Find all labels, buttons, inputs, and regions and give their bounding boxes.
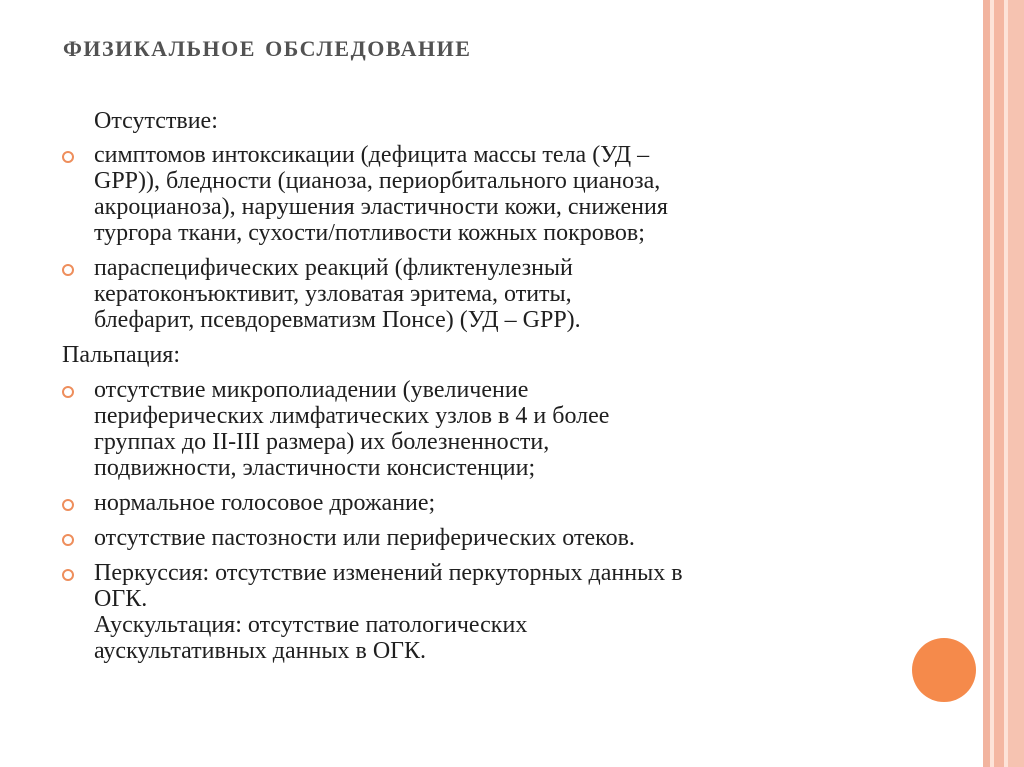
text-line: кератоконъюктивит, узловатая эритема, отиты,: [94, 281, 572, 307]
text-line: аускультативных данных в ОГК.: [94, 638, 427, 664]
ring-bullet-icon: [62, 386, 74, 398]
decorative-stripe: [1008, 0, 1024, 767]
list-item: [62, 142, 902, 246]
section-heading-palpation: Пальпация:: [62, 342, 181, 368]
slide-title: физикальное обследование: [63, 28, 472, 63]
text-line: отсутствие пастозности или периферических отеков.: [94, 525, 635, 551]
ring-bullet-icon: [62, 534, 74, 546]
text-line: Аускультация: отсутствие патологических: [94, 612, 528, 638]
slide-body: [62, 108, 902, 664]
decorative-stripe: [983, 0, 990, 767]
text-line: акроцианоза), нарушения эластичности кожи, снижения: [94, 194, 668, 220]
ring-bullet-icon: [62, 499, 74, 511]
list-item: [62, 490, 902, 516]
text-line: симптомов интоксикации (дефицита массы тела (УД –: [94, 142, 650, 168]
list-item: [62, 255, 902, 333]
text-line: группах до II-III размера) их болезненности,: [94, 429, 550, 455]
decorative-stripe: [994, 0, 1004, 767]
text-line: подвижности, эластичности консистенции;: [94, 455, 536, 481]
list-item: [62, 560, 902, 664]
decorative-circle: [912, 638, 976, 702]
text-line: тургора ткани, сухости/потливости кожных покровов;: [94, 220, 645, 246]
text-line: отсутствие микрополиадении (увеличение: [94, 377, 529, 403]
text-line: ОГК.: [94, 586, 148, 612]
text-line: Перкуссия: отсутствие изменений перкуторных данных в: [94, 560, 683, 586]
text-line: блефарит, псевдоревматизм Понсе) (УД – GPP).: [94, 307, 581, 333]
ring-bullet-icon: [62, 569, 74, 581]
ring-bullet-icon: [62, 264, 74, 276]
text-line: периферических лимфатических узлов в 4 и более: [94, 403, 610, 429]
ring-bullet-icon: [62, 151, 74, 163]
text-line: параспецифических реакций (фликтенулезный: [94, 255, 573, 281]
list-item: [62, 525, 902, 551]
list-item: [62, 377, 902, 481]
text-line: GPP)), бледности (цианоза, периорбитального цианоза,: [94, 168, 661, 194]
section-heading-absence: Отсутствие:: [94, 108, 218, 134]
text-line: нормальное голосовое дрожание;: [94, 490, 436, 516]
